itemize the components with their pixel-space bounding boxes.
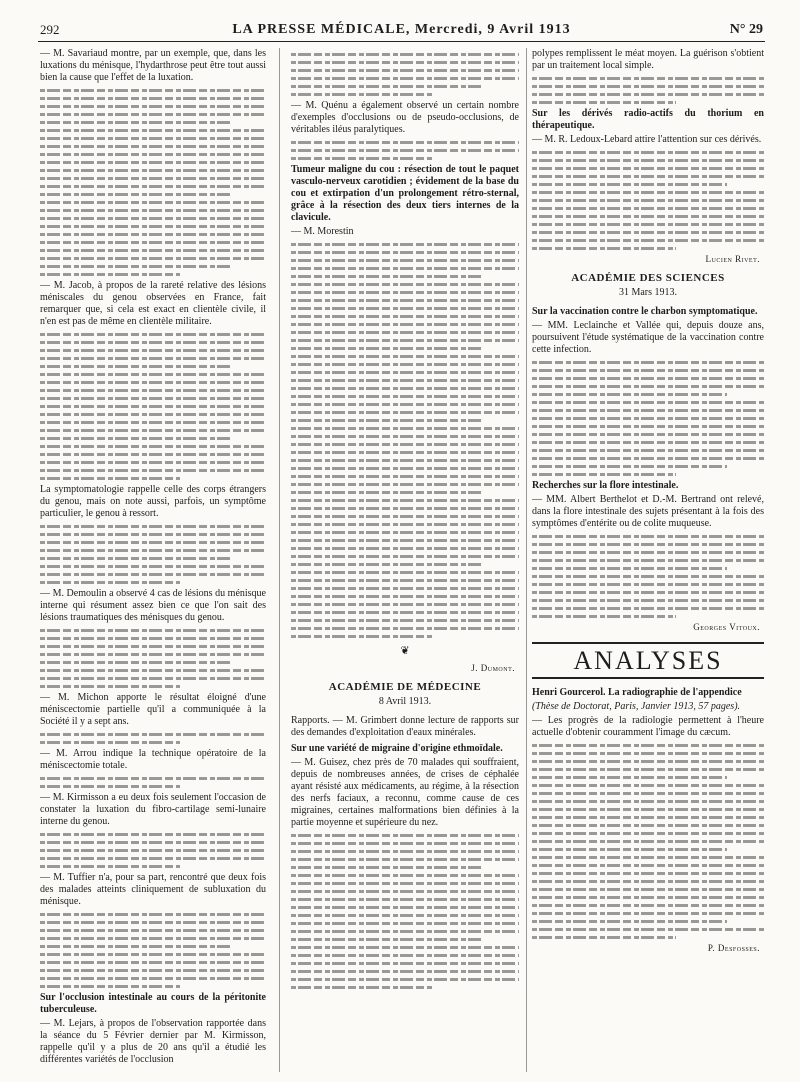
text-line xyxy=(40,985,180,988)
text-line xyxy=(40,937,266,940)
text-line xyxy=(40,249,266,252)
text-line xyxy=(532,239,764,242)
text-line xyxy=(532,832,764,835)
text-line xyxy=(291,149,519,152)
text-line xyxy=(532,93,764,96)
text-line xyxy=(291,53,519,56)
body-text-lines xyxy=(291,243,519,638)
paragraph-kirmisson: — M. Kirmisson a eu deux fois seulement l'occasion de constater la luxation du fibro-cartilage semi-lunaire interne du genou. xyxy=(40,792,266,827)
text-line xyxy=(291,419,483,422)
text-line xyxy=(291,954,519,957)
body-text-lines xyxy=(291,141,519,160)
column-left xyxy=(40,48,266,1070)
text-line xyxy=(532,393,727,396)
text-line xyxy=(532,385,764,388)
text-line xyxy=(532,425,764,428)
text-line xyxy=(40,733,266,736)
heading-academie-sciences: ACADÉMIE DES SCIENCES xyxy=(571,272,725,284)
text-line xyxy=(291,587,519,590)
text-line xyxy=(291,890,519,893)
text-line xyxy=(40,929,266,932)
text-line xyxy=(291,475,519,478)
text-line xyxy=(291,611,519,614)
text-line xyxy=(532,207,764,210)
text-line xyxy=(40,421,266,424)
text-line xyxy=(291,387,519,390)
text-line xyxy=(40,777,266,780)
text-line xyxy=(532,920,727,923)
text-line xyxy=(291,978,519,981)
date-sciences: 31 Mars 1913. xyxy=(618,287,678,298)
text-line xyxy=(40,841,266,844)
body-text-lines xyxy=(40,733,266,744)
signature-vitoux: Georges Vitoux. xyxy=(693,622,760,632)
paragraph-guerison: polypes remplissent le méat moyen. La guérison s'obtient par un traitement local simple. xyxy=(532,48,764,71)
text-line xyxy=(40,89,266,92)
text-line xyxy=(291,547,519,550)
text-line xyxy=(532,457,764,460)
text-line xyxy=(532,409,764,412)
heading-analyses: ANALYSES xyxy=(532,642,764,679)
text-line xyxy=(40,669,266,672)
text-line xyxy=(532,904,764,907)
body-text-lines xyxy=(40,629,266,688)
body-text-lines xyxy=(291,834,519,989)
column-divider xyxy=(279,48,280,1072)
section-title-thorium: Sur les dérivés radio-actifs du thorium en thérapeutique. xyxy=(532,108,764,131)
column-right xyxy=(532,48,764,1070)
text-line xyxy=(291,403,519,406)
section-title-charbon: Sur la vaccination contre le charbon symptomatique. xyxy=(532,306,758,317)
text-line xyxy=(291,157,432,160)
text-line xyxy=(532,159,764,162)
text-line xyxy=(40,653,266,656)
paragraph-lejars: — M. Lejars, à propos de l'observation rapportée dans la séance du 5 Février dernier par M. Kirmisson, rappelle qu'il y a plus de 20 ans qu'il a étudié les différentes variétés de l'occlusion xyxy=(40,1018,266,1065)
text-line xyxy=(532,896,764,899)
text-line xyxy=(40,153,266,156)
text-line xyxy=(291,331,519,334)
text-line xyxy=(40,105,266,108)
text-line xyxy=(291,842,519,845)
text-line xyxy=(291,946,519,949)
text-line xyxy=(532,369,764,372)
section-title-tumeur: Tumeur maligne du cou : résection de tout le paquet vasculo-nerveux carotidien ; évidement de la base du cou et extirpation d'un prolongement rétro-sternal, grâce à la résection des deux tiers internes de la clavicule. xyxy=(291,164,519,223)
text-line xyxy=(40,429,266,432)
text-line xyxy=(40,333,266,336)
body-text-lines xyxy=(40,833,266,868)
text-line xyxy=(291,283,519,286)
section-title-migraine: Sur une variété de migraine d'origine ethmoïdale. xyxy=(291,743,503,754)
text-line xyxy=(532,599,764,602)
text-line xyxy=(40,629,266,632)
text-line xyxy=(291,922,519,925)
text-line xyxy=(291,69,519,72)
text-line xyxy=(291,531,519,534)
text-line xyxy=(40,645,266,648)
text-line xyxy=(291,251,519,254)
text-line xyxy=(291,299,519,302)
text-line xyxy=(40,977,266,980)
paragraph-quenu: — M. Quénu a également observé un certain nombre d'exemples d'occlusions ou de pseudo-occlusions, de véritables iléus paralytiques. xyxy=(291,100,519,135)
signature-rivet: Lucien Rivet. xyxy=(705,254,760,264)
text-line xyxy=(291,259,519,262)
reference-gourcerol: (Thèse de Doctorat, Paris, Janvier 1913, 57 pages). xyxy=(532,701,741,712)
text-line xyxy=(291,499,519,502)
signature-desfosses: P. Desfosses. xyxy=(707,943,760,953)
text-line xyxy=(40,137,266,140)
text-line xyxy=(40,161,266,164)
text-line xyxy=(532,361,764,364)
text-line xyxy=(291,483,519,486)
text-line xyxy=(40,541,266,544)
paragraph-symptomatologie: La symptomatologie rappelle celle des corps étrangers du genou, mais on note aussi, parfois, un symptôme particulier, le genou à ressort. xyxy=(40,484,266,519)
text-line xyxy=(40,469,266,472)
text-line xyxy=(40,273,180,276)
text-line xyxy=(291,379,519,382)
body-text-lines xyxy=(40,89,266,276)
text-line xyxy=(291,595,519,598)
text-line xyxy=(532,191,764,194)
text-line xyxy=(291,507,519,510)
text-line xyxy=(532,231,764,234)
text-line xyxy=(291,275,483,278)
paragraph-ledoux-lebard: — M. R. Ledoux-Lebard attire l'attention sur ces dérivés. xyxy=(532,134,762,145)
page-header xyxy=(40,22,763,39)
text-line xyxy=(291,61,519,64)
body-text-lines xyxy=(532,744,764,939)
text-line xyxy=(40,573,266,576)
text-line xyxy=(532,175,764,178)
text-line xyxy=(40,921,266,924)
section-title-flore: Recherches sur la flore intestinale. xyxy=(532,480,679,491)
text-line xyxy=(40,685,180,688)
text-line xyxy=(532,800,764,803)
text-line xyxy=(532,151,764,154)
text-line xyxy=(291,347,483,350)
text-line xyxy=(532,760,764,763)
paragraph-michon: — M. Michon apporte le résultat éloigné d'une méniscectomie partielle qu'il a communiquée à la Société il y a sept ans. xyxy=(40,692,266,727)
text-line xyxy=(532,880,764,883)
text-line xyxy=(291,467,519,470)
paragraph-arrou: — M. Arrou indique la technique opératoire de la méniscectomie totale. xyxy=(40,748,266,771)
text-line xyxy=(40,381,266,384)
text-line xyxy=(532,912,764,915)
body-text-lines xyxy=(40,913,266,988)
text-line xyxy=(40,169,266,172)
text-line xyxy=(40,397,266,400)
text-line xyxy=(532,401,764,404)
text-line xyxy=(291,579,519,582)
text-line xyxy=(532,888,764,891)
text-line xyxy=(40,477,180,480)
text-line xyxy=(40,265,230,268)
issue-number: N° 29 xyxy=(729,22,763,37)
text-line xyxy=(40,209,266,212)
body-text-lines xyxy=(532,535,764,618)
text-line xyxy=(40,857,266,860)
text-line xyxy=(40,549,266,552)
paragraph-guisez: — M. Guisez, chez près de 70 malades qui souffraient, depuis de nombreuses années, de crises de céphalée ayant résisté aux médicaments, au régime, à la résection des nerfs faciaux, a reconnu, comme cause de ces migraines, certaines malformations bien définies à la partie moyenne et supérieure du nez. xyxy=(291,757,519,828)
text-line xyxy=(40,637,266,640)
text-line xyxy=(291,141,519,144)
heading-academie-medecine: ACADÉMIE DE MÉDECINE xyxy=(328,681,482,693)
text-line xyxy=(532,768,764,771)
text-line xyxy=(291,435,519,438)
text-line xyxy=(40,785,180,788)
text-line xyxy=(532,101,676,104)
text-line xyxy=(40,389,266,392)
text-line xyxy=(291,874,519,877)
header-rule xyxy=(38,41,765,42)
text-line xyxy=(40,365,230,368)
text-line xyxy=(291,291,519,294)
text-line xyxy=(291,427,519,430)
text-line xyxy=(291,85,483,88)
text-line xyxy=(40,945,230,948)
text-line xyxy=(291,962,519,965)
text-line xyxy=(40,969,266,972)
text-line xyxy=(532,199,764,202)
text-line xyxy=(40,525,266,528)
text-line xyxy=(40,865,180,868)
date-medecine: 8 Avril 1913. xyxy=(378,696,432,707)
text-line xyxy=(532,816,764,819)
text-line xyxy=(532,824,764,827)
text-line xyxy=(40,565,266,568)
text-line xyxy=(291,563,483,566)
author-morestin: — M. Morestin xyxy=(291,226,354,237)
text-line xyxy=(291,443,519,446)
text-line xyxy=(532,377,764,380)
text-line xyxy=(532,77,764,80)
text-line xyxy=(532,848,727,851)
text-line xyxy=(291,858,519,861)
text-line xyxy=(40,961,266,964)
column-divider xyxy=(526,48,527,1072)
text-line xyxy=(532,607,764,610)
paragraph-tuffier: — M. Tuffier n'a, pour sa part, rencontré que deux fois des malades atteints cliniquement de subluxation du ménisque. xyxy=(40,872,266,907)
text-line xyxy=(532,433,764,436)
text-line xyxy=(291,635,432,638)
paragraph-rapports: Rapports. — M. Grimbert donne lecture de rapports sur des demandes d'exploitation d'eaux minérales. xyxy=(291,715,519,738)
text-line xyxy=(291,323,519,326)
text-line xyxy=(291,411,519,414)
text-line xyxy=(291,459,519,462)
text-line xyxy=(532,808,764,811)
text-line xyxy=(291,571,519,574)
paragraph-leclainche: — MM. Leclainche et Vallée qui, depuis douze ans, poursuivent l'étude systématique de la vaccination contre cette infection. xyxy=(532,320,764,355)
text-line xyxy=(291,307,519,310)
text-line xyxy=(40,201,266,204)
text-line xyxy=(532,473,676,476)
paragraph-savariaud: — M. Savariaud montre, par un exemple, que, dans les luxations du ménisque, l'hydarthrose peut être tout aussi bien la cause que l'effet de la luxation. xyxy=(40,48,266,83)
body-text-lines xyxy=(532,361,764,476)
text-line xyxy=(40,445,266,448)
text-line xyxy=(532,543,764,546)
paragraph-gourcerol: — Les progrès de la radiologie permettent à l'heure actuelle d'obtenir couramment l'image du cæcum. xyxy=(532,715,764,738)
text-line xyxy=(291,355,519,358)
text-line xyxy=(291,930,519,933)
body-text-lines xyxy=(532,151,764,250)
text-line xyxy=(532,575,764,578)
text-line xyxy=(40,97,266,100)
text-line xyxy=(40,225,266,228)
text-line xyxy=(291,339,519,342)
text-line xyxy=(291,882,519,885)
body-text-lines xyxy=(40,525,266,584)
text-line xyxy=(532,567,727,570)
text-line xyxy=(40,581,180,584)
text-line xyxy=(40,185,266,188)
text-line xyxy=(40,121,230,124)
text-line xyxy=(40,833,266,836)
text-line xyxy=(532,559,764,562)
body-text-lines xyxy=(40,333,266,480)
text-line xyxy=(532,936,676,939)
text-line xyxy=(532,167,764,170)
text-line xyxy=(40,849,266,852)
text-line xyxy=(40,453,266,456)
text-line xyxy=(40,661,230,664)
separator-ornament: ❦ xyxy=(400,645,410,657)
text-line xyxy=(532,583,764,586)
text-line xyxy=(40,113,266,116)
text-line xyxy=(40,177,266,180)
signature-dumont: J. Dumont. xyxy=(471,663,515,673)
paragraph-jacob: — M. Jacob, à propos de la rareté relative des lésions méniscales du genou observées en France, fait remarquer que, si cela est exact en clientèle civile, il n'en est pas de même en clientèle militaire. xyxy=(40,280,266,327)
text-line xyxy=(532,872,764,875)
title-gourcerol: Henri Gourcerol. La radiographie de l'appendice xyxy=(532,687,742,698)
text-line xyxy=(532,465,727,468)
text-line xyxy=(40,953,266,956)
text-line xyxy=(291,267,519,270)
text-line xyxy=(291,603,519,606)
text-line xyxy=(532,441,764,444)
text-line xyxy=(40,557,230,560)
text-line xyxy=(291,315,519,318)
text-line xyxy=(40,341,266,344)
text-line xyxy=(291,866,483,869)
text-line xyxy=(291,523,519,526)
section-title-occlusion: Sur l'occlusion intestinale au cours de la péritonite tuberculeuse. xyxy=(40,992,266,1015)
text-line xyxy=(291,938,483,941)
text-line xyxy=(291,243,519,246)
text-line xyxy=(40,741,180,744)
text-line xyxy=(291,834,519,837)
text-line xyxy=(532,615,676,618)
text-line xyxy=(532,840,764,843)
text-line xyxy=(291,898,519,901)
text-line xyxy=(532,223,764,226)
text-line xyxy=(532,449,764,452)
text-line xyxy=(40,129,266,132)
text-line xyxy=(291,395,519,398)
page-number: 292 xyxy=(40,22,60,37)
column-middle xyxy=(291,48,519,1070)
text-line xyxy=(40,677,266,680)
text-line xyxy=(40,349,266,352)
text-line xyxy=(291,914,519,917)
text-line xyxy=(532,417,764,420)
text-line xyxy=(40,257,266,260)
text-line xyxy=(40,193,230,196)
text-line xyxy=(40,533,266,536)
paragraph-demoulin: — M. Demoulin a observé 4 cas de lésions du ménisque interne qui résument assez bien ce que l'on sait des lésions traumatiques des ménisques du genou. xyxy=(40,588,266,623)
text-line xyxy=(532,247,676,250)
text-line xyxy=(532,551,764,554)
text-line xyxy=(532,215,764,218)
text-line xyxy=(291,906,519,909)
text-line xyxy=(291,986,432,989)
text-line xyxy=(40,241,266,244)
text-line xyxy=(40,413,266,416)
text-line xyxy=(291,491,483,494)
text-line xyxy=(532,928,764,931)
paragraph-berthelot: — MM. Albert Berthelot et D.-M. Bertrand ont relevé, dans la flore intestinale des sujets présentant à la fois des symptômes d'entérite ou de colite muqueuse. xyxy=(532,494,764,529)
text-line xyxy=(291,970,519,973)
text-line xyxy=(532,744,764,747)
text-line xyxy=(40,145,266,148)
text-line xyxy=(532,183,727,186)
text-line xyxy=(532,752,764,755)
text-line xyxy=(532,776,727,779)
text-line xyxy=(40,437,230,440)
text-line xyxy=(532,864,764,867)
text-line xyxy=(532,85,764,88)
text-line xyxy=(532,856,764,859)
text-line xyxy=(291,77,519,80)
body-text-lines xyxy=(291,53,519,96)
text-line xyxy=(532,792,764,795)
body-text-lines xyxy=(40,777,266,788)
text-line xyxy=(40,217,266,220)
text-line xyxy=(291,371,519,374)
text-line xyxy=(291,850,519,853)
text-line xyxy=(40,357,266,360)
text-line xyxy=(291,515,519,518)
text-line xyxy=(291,451,519,454)
text-line xyxy=(291,539,519,542)
text-line xyxy=(40,233,266,236)
text-line xyxy=(532,535,764,538)
text-line xyxy=(291,627,519,630)
text-line xyxy=(40,373,266,376)
body-text-lines xyxy=(532,77,764,104)
text-line xyxy=(532,784,764,787)
text-line xyxy=(40,461,266,464)
text-line xyxy=(40,913,266,916)
text-line xyxy=(291,619,519,622)
text-line xyxy=(291,363,519,366)
text-line xyxy=(40,405,266,408)
journal-title: LA PRESSE MÉDICALE, Mercredi, 9 Avril 1913 xyxy=(232,22,571,37)
text-line xyxy=(291,555,519,558)
text-line xyxy=(532,591,764,594)
text-line xyxy=(291,93,432,96)
